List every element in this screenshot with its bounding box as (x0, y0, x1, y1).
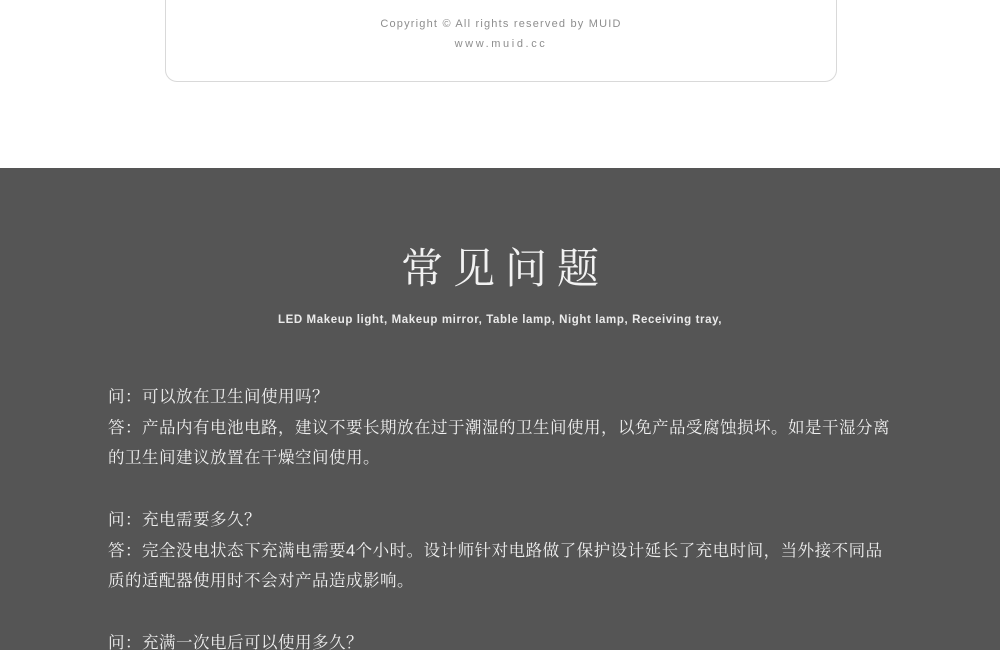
faq-answer: 答：完全没电状态下充满电需要4个小时。设计师针对电路做了保护设计延长了充电时间，当外接不同品质的适配器使用时不会对产品造成影响。 (108, 542, 883, 590)
faq-item (108, 628, 892, 650)
faq-title: 常见问题 (400, 245, 609, 292)
copyright-text: Copyright © All rights reserved by MUID (380, 18, 622, 30)
top-white-band (0, 0, 1000, 168)
faq-question: 问：充电需要多久？ (108, 511, 261, 529)
faq-section (0, 168, 1000, 650)
card-footer (166, 15, 836, 53)
product-card (165, 0, 837, 82)
faq-item (108, 505, 892, 596)
faq-list (108, 382, 892, 650)
faq-question: 问：可以放在卫生间使用吗？ (108, 388, 329, 406)
faq-item (108, 382, 892, 473)
website-text: www.muid.cc (454, 38, 548, 50)
faq-subtitle: LED Makeup light, Makeup mirror, Table lamp, Night lamp, Receiving tray, (277, 314, 723, 326)
faq-answer: 答：产品内有电池电路，建议不要长期放在过于潮湿的卫生间使用，以免产品受腐蚀损坏。如是干湿分离的卫生间建议放置在干燥空间使用。 (108, 419, 890, 467)
faq-question: 问：充满一次电后可以使用多久？ (108, 634, 363, 650)
